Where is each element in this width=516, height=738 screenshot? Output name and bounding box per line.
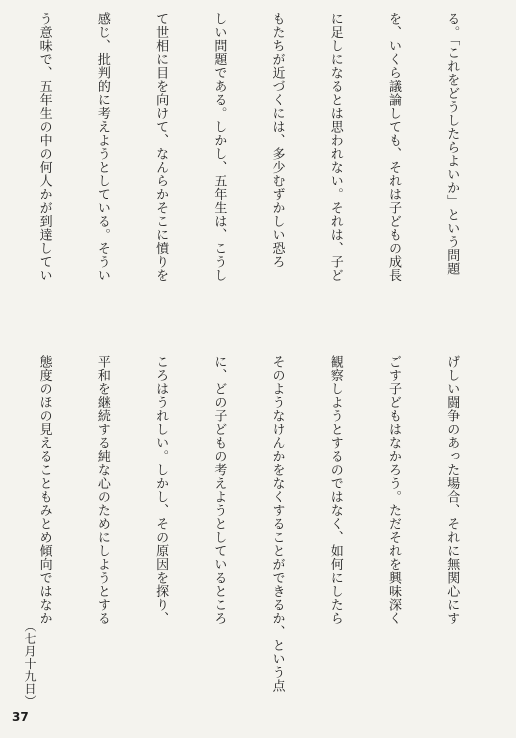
page-number: 37 bbox=[12, 710, 29, 724]
text-line: しい問題である。しかし、五年生は、こうし bbox=[211, 12, 227, 282]
text-line: る。「これをどうしたらよいか」という問題 bbox=[444, 12, 460, 276]
text-line: て世相に目を向けて、なんらかそこに憤りを bbox=[153, 12, 169, 282]
text-block-bottom bbox=[0, 355, 500, 693]
text-line: 感じ、批判的に考えようとしている。そうい bbox=[94, 12, 110, 282]
poem-date: （七月十九日） bbox=[23, 620, 37, 708]
text-line: そのようなけんかをなくすることができるか、という点 bbox=[269, 355, 285, 693]
text-line: う意味で、五年生の中の何人かが到達してい bbox=[36, 12, 52, 282]
text-line: もたちが近づくには、多少むずかしい恐ろ bbox=[269, 12, 285, 269]
text-line: を、いくら議論しても、それは子どもの成長 bbox=[385, 12, 401, 282]
text-line: に足しになるとは思われない。それは、子ど bbox=[327, 12, 343, 282]
text-line: 観察しようとするのではなく、如何にしたら bbox=[327, 355, 343, 625]
text-line: げしい闘争のあった場合、それに無関心にす bbox=[444, 355, 460, 625]
text-line: 態度のほの見えることもみとめ傾向ではなか bbox=[36, 355, 52, 625]
text-line: に、どの子どもの考えようとしているところ bbox=[211, 355, 227, 625]
text-block-top bbox=[0, 12, 500, 350]
text-line: ごす子どもはなかろう。ただそれを興味深く bbox=[385, 355, 401, 625]
text-line: ころはうれしい。しかし、その原因を探り、 bbox=[153, 355, 169, 625]
text-line: 平和を継続する純な心のためにしようとする bbox=[94, 355, 110, 625]
